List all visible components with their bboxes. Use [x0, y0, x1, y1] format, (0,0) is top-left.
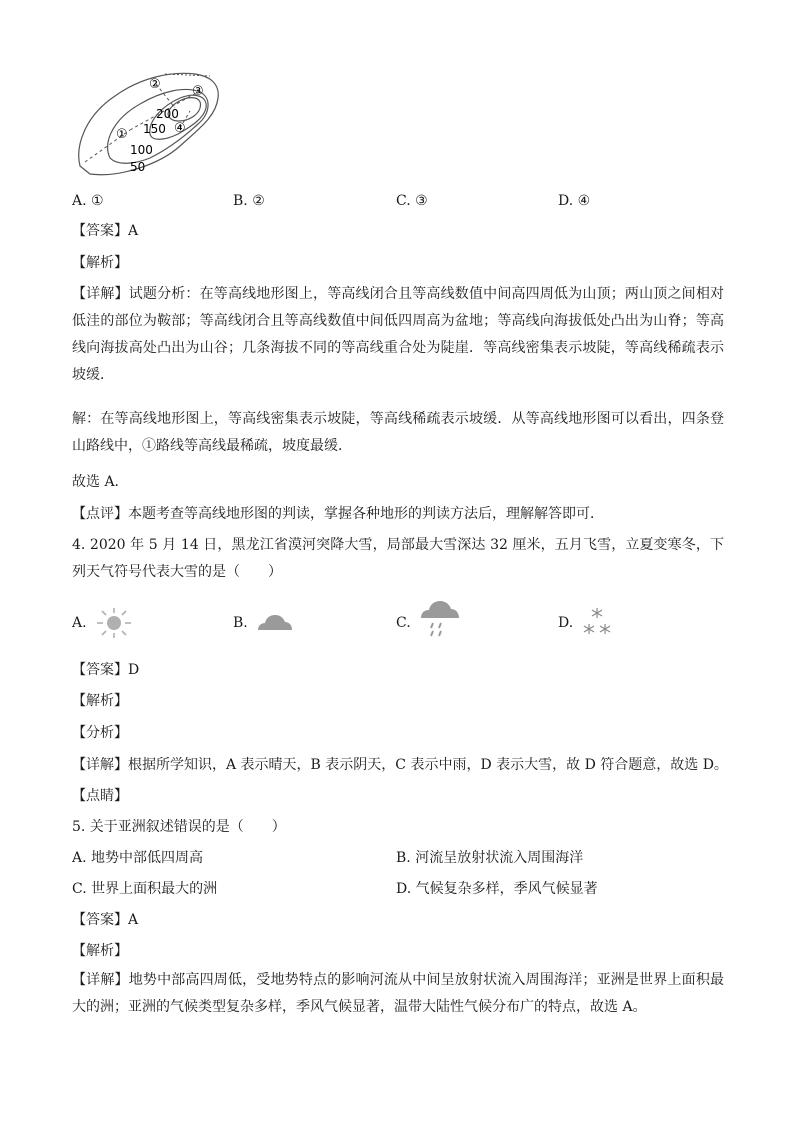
- contour-label-100: 100: [130, 143, 153, 157]
- q5-option-c: C. 世界上面积最大的洲: [72, 881, 218, 897]
- q4-option-c-letter: C.: [396, 615, 411, 631]
- q4-stem: 4. 2020 年 5 月 14 日，黑龙江省漠河突降大雪，局部最大雪深达 32 厘米，五月飞雪，立夏变寒冬，下列天气符号代表大雪的是（ ）: [72, 537, 724, 580]
- q4-analysis2: 【分析】: [72, 725, 128, 741]
- q3-choose: 故选 A．: [72, 474, 129, 490]
- q4-comment: 【点睛】: [72, 788, 128, 804]
- q5-detail: 【详解】地势中部高四周低，受地势特点的影响河流从中间呈放射状流入周围海洋；亚洲是世界上面积最大的洲；亚洲的气候类型复杂多样，季风气候显著，温带大陆性气候分布广的特点，故选 A。: [72, 972, 724, 1015]
- q5-option-a: A. 地势中部低四周高: [72, 850, 204, 866]
- route-label-3: ③: [192, 84, 204, 99]
- route-label-2: ②: [149, 77, 161, 92]
- q3-comment: 【点评】本题考查等高线地形图的判读，掌握各种地形的判读方法后，理解解答即可．: [72, 506, 604, 522]
- q5-option-d: D. 气候复杂多样，季风气候显著: [396, 881, 598, 897]
- snow-icon: [580, 606, 614, 640]
- q3-analysis-tag: 【解析】: [72, 255, 128, 271]
- route-label-4: ④: [174, 121, 186, 136]
- sun-icon: [93, 605, 135, 641]
- q4-detail: 【详解】根据所学知识，A 表示晴天，B 表示阴天，C 表示中雨，D 表示大雪，故 D 符合题意，故选 D。: [72, 757, 728, 773]
- contour-map-figure: [70, 66, 230, 182]
- q5-analysis-tag: 【解析】: [72, 943, 128, 959]
- q4-analysis-tag: 【解析】: [72, 693, 128, 709]
- q4-option-d-letter: D.: [558, 615, 574, 631]
- q4-answer: 【答案】D: [72, 662, 140, 678]
- q5-stem: 5. 关于亚洲叙述错误的是（ ）: [72, 819, 286, 835]
- q5-answer: 【答案】A: [72, 912, 139, 928]
- contour-label-150: 150: [143, 122, 166, 136]
- cloud-icon: [255, 610, 295, 634]
- q3-option-d: D. ④: [558, 193, 591, 209]
- q3-answer: 【答案】A: [72, 223, 139, 239]
- q3-option-a: A. ①: [72, 193, 104, 209]
- contour-label-50: 50: [130, 160, 146, 174]
- rain-cloud-icon: [418, 598, 462, 640]
- q5-option-b: B. 河流呈放射状流入周围海洋: [396, 850, 584, 866]
- q3-option-c: C. ③: [396, 193, 428, 209]
- q4-option-b-letter: B.: [233, 615, 248, 631]
- q3-detail: 【详解】试题分析：在等高线地形图上，等高线闭合且等高线数值中间高四周低为山顶；两山顶之间相对低洼的部位为鞍部；等高线闭合且等高线数值中间低四周高为盆地；等高线向海拔低处凸出为山脊；等高线向海拔高处凸出为山谷；几条海拔不同的等高线重合处为陡崖．等高线密集表示坡陡，等高线稀疏表示坡缓．: [72, 286, 724, 383]
- q3-option-b: B. ②: [233, 193, 265, 209]
- contour-label-200: 200: [156, 107, 179, 121]
- q4-option-a-letter: A.: [72, 615, 87, 631]
- route-label-1: ①: [116, 127, 128, 142]
- q3-solution: 解：在等高线地形图上，等高线密集表示坡陡，等高线稀疏表示坡缓．从等高线地形图可以看出，四条登山路线中，①路线等高线最稀疏，坡度最缓．: [72, 411, 724, 454]
